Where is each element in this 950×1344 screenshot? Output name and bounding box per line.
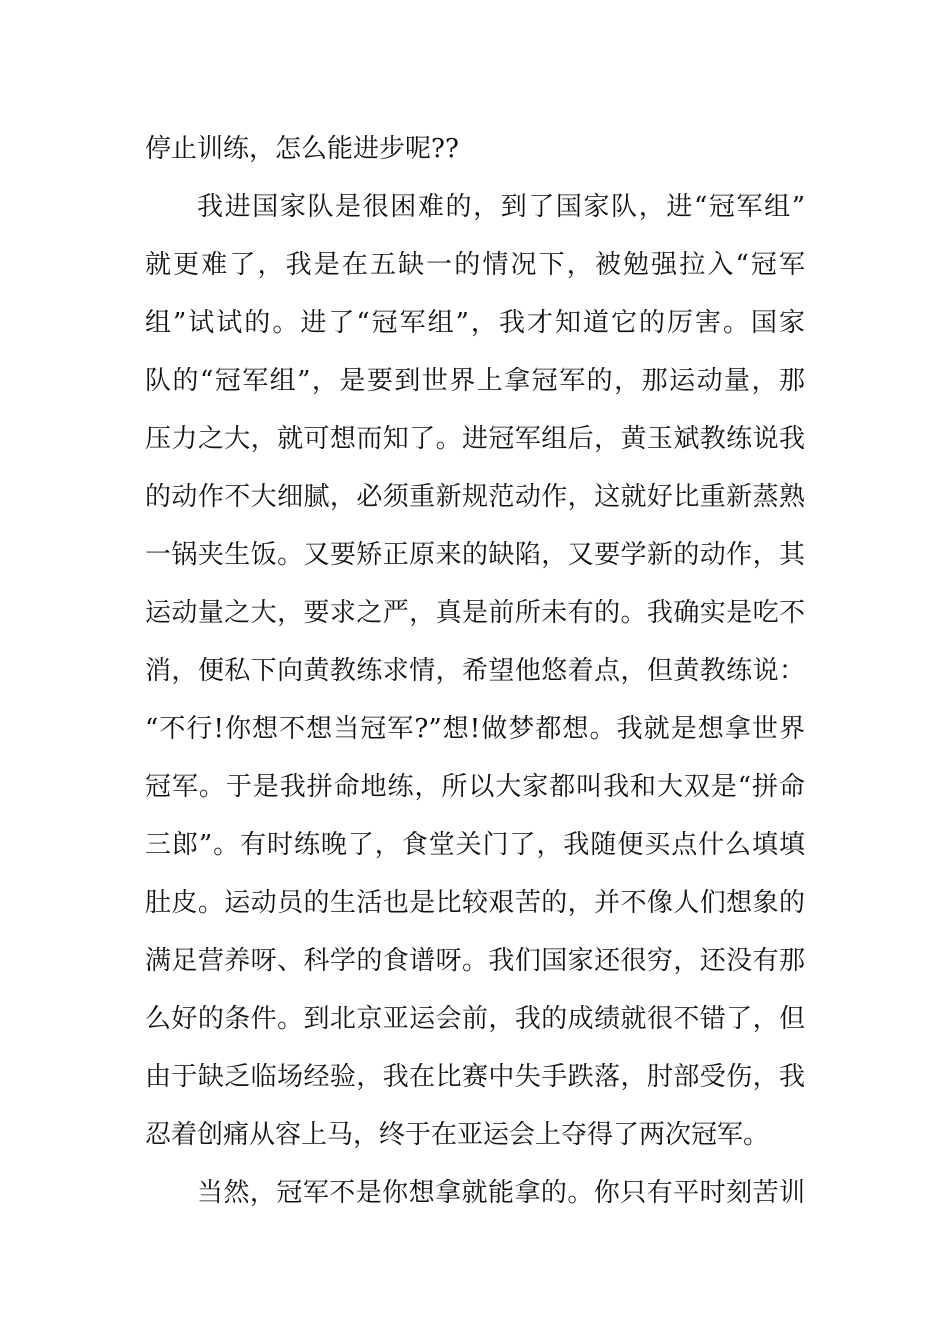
text-line-4: 组”试试的。进了“冠军组”，我才知道它的厉害。国家 xyxy=(145,308,805,338)
text-line-10: 消，便私下向黄教练求情，希望他悠着点，但黄教练说： xyxy=(145,656,805,686)
text-line-5: 队的“冠军组”，是要到世界上拿冠军的，那运动量，那 xyxy=(145,366,805,396)
text-line-13: 三郎”。有时练晚了，食堂关门了，我随便买点什么填填 xyxy=(145,830,805,860)
text-line-9: 运动量之大，要求之严，真是前所未有的。我确实是吃不 xyxy=(145,598,805,628)
text-line-6: 压力之大，就可想而知了。进冠军组后，黄玉斌教练说我 xyxy=(145,424,805,454)
text-line-18: 忍着创痛从容上马，终于在亚运会上夺得了两次冠军。 xyxy=(145,1120,770,1150)
text-line-14: 肚皮。运动员的生活也是比较艰苦的，并不像人们想象的 xyxy=(145,888,805,918)
text-line-2: 我进国家队是很困难的，到了国家队，进“冠军组” xyxy=(197,192,805,222)
text-line-12: 冠军。于是我拼命地练，所以大家都叫我和大双是“拼命 xyxy=(145,772,805,802)
text-line-19: 当然，冠军不是你想拿就能拿的。你只有平时刻苦训 xyxy=(197,1178,805,1208)
text-line-8: 一锅夹生饭。又要矫正原来的缺陷，又要学新的动作，其 xyxy=(145,540,805,570)
text-line-17: 由于缺乏临场经验，我在比赛中失手跌落，肘部受伤，我 xyxy=(145,1062,805,1092)
text-line-1: 停止训练，怎么能进步呢?? xyxy=(145,134,459,164)
text-line-3: 就更难了，我是在五缺一的情况下，被勉强拉入“冠军 xyxy=(145,250,805,280)
text-line-11: “不行!你想不想当冠军?”想!做梦都想。我就是想拿世界 xyxy=(145,714,805,744)
text-line-16: 么好的条件。到北京亚运会前，我的成绩就很不错了，但 xyxy=(145,1004,805,1034)
text-line-7: 的动作不大细腻，必须重新规范动作，这就好比重新蒸熟 xyxy=(145,482,805,512)
text-line-15: 满足营养呀、科学的食谱呀。我们国家还很穷，还没有那 xyxy=(145,946,805,976)
